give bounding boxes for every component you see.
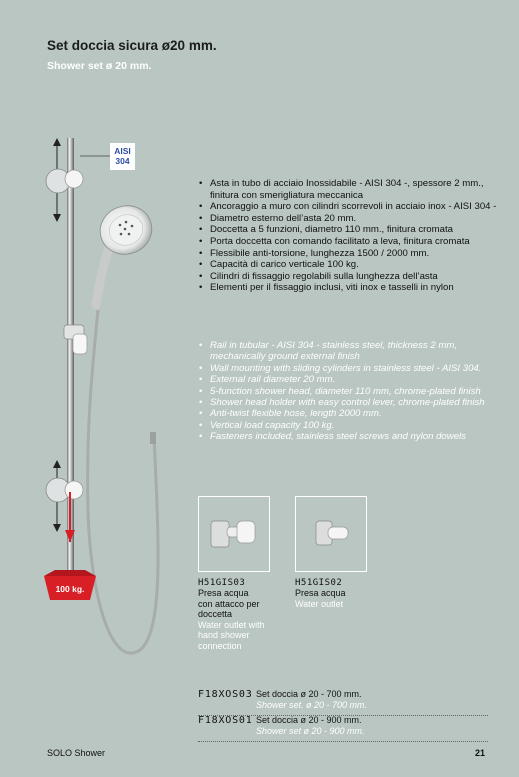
feature-it-item: • Asta in tubo di acciaio Inossidabile - AISI 304 -, spessore 2 mm., finitura con smerigliatura meccanica — [210, 178, 500, 201]
badge-line1: AISI — [114, 146, 131, 156]
accessory-desc-en: hand shower — [198, 630, 250, 640]
product-code-desc-it: Set doccia ø 20 - 700 mm. — [256, 689, 362, 699]
accessory-desc-it: Presa acqua — [295, 588, 346, 598]
accessory-card — [198, 496, 293, 651]
page-number: 21 — [475, 748, 486, 758]
product-code-desc-it: Set doccia ø 20 - 900 mm. — [256, 715, 362, 725]
features-list-english — [198, 340, 500, 443]
product-code-desc-en: Shower set. ø 20 - 700 mm. — [256, 700, 368, 710]
feature-en-item: • Vertical load capacity 100 kg. — [210, 420, 500, 431]
dimension-line — [53, 138, 61, 532]
feature-en-item: • Fasteners included, stainless steel screws and nylon dowels — [210, 431, 500, 442]
feature-it-item: • Doccetta a 5 funzioni, diametro 110 mm., finitura cromata — [210, 224, 500, 236]
page-title: Set doccia sicura ø20 mm. — [47, 38, 217, 53]
product-code-row — [198, 689, 488, 716]
load-label: 100 kg. — [55, 584, 85, 594]
page-subtitle: Shower set ø 20 mm. — [47, 60, 152, 72]
aisi-badge — [80, 143, 135, 170]
feature-en-item: • Wall mounting with sliding cylinders in stainless steel - AISI 304. — [210, 363, 500, 374]
accessory-code: H51GIS03 — [198, 578, 246, 588]
badge-line2: 304 — [115, 156, 130, 166]
feature-en-item: • External rail diameter 20 mm. — [210, 374, 500, 385]
shower-set-illustration — [0, 130, 200, 730]
accessory-desc-it: Presa acqua — [198, 588, 249, 598]
shower-head — [93, 199, 158, 305]
accessory-desc-it: con attacco per — [198, 598, 260, 609]
feature-en-item: • Rail in tubular - AISI 304 - stainless steel, thickness 2 mm, mechanically ground external finish — [210, 340, 500, 363]
water-outlet-shower-connection-image — [199, 497, 269, 571]
product-code-row — [198, 715, 488, 742]
accessory-code: H51GIS02 — [295, 578, 343, 588]
accessory-desc-en: connection — [198, 640, 242, 651]
accessory-card — [295, 496, 390, 609]
product-code: F18XOS03 — [198, 689, 253, 700]
accessory-image-frame — [295, 496, 367, 572]
wall-bracket-bottom — [46, 478, 83, 502]
feature-it-item: • Capacità di carico verticale 100 kg. — [210, 259, 500, 271]
feature-it-item: • Elementi per il fissaggio inclusi, viti inox e tasselli in nylon — [210, 282, 500, 294]
feature-it-item: • Diametro esterno dell’asta 20 mm. — [210, 213, 500, 225]
accessory-desc-en: Water outlet — [295, 598, 344, 609]
feature-en-item: • Anti-twist flexible hose, length 2000 mm. — [210, 408, 500, 419]
water-outlet-image — [296, 497, 366, 571]
shower-hose — [88, 310, 158, 653]
features-list-italian — [198, 178, 500, 294]
product-code-desc-en: Shower set ø 20 - 900 mm. — [256, 726, 365, 736]
accessory-desc-it: doccetta — [198, 609, 233, 619]
footer-product-line: SOLO Shower — [47, 748, 106, 758]
feature-it-item: • Flessibile anti-torsione, lunghezza 1500 / 2000 mm. — [210, 248, 500, 260]
product-code: F18XOS01 — [198, 715, 253, 726]
hose-end — [150, 432, 156, 444]
feature-it-item: • Ancoraggio a muro con cilindri scorrevoli in acciaio inox - AISI 304 - — [210, 201, 500, 213]
accessory-image-frame — [198, 496, 270, 572]
wall-bracket-top — [46, 169, 83, 193]
feature-en-item: • Shower head holder with easy control lever, chrome-plated finish — [210, 397, 500, 408]
feature-en-item: • 5-function shower head, diameter 110 mm, chrome-plated finish — [210, 386, 500, 397]
accessory-desc-en: Water outlet with — [198, 619, 265, 630]
feature-it-item: • Porta doccetta con comando facilitato a leva, finitura cromata — [210, 236, 500, 248]
feature-it-item: • Cilindri di fissaggio regolabili sulla lunghezza dell’asta — [210, 271, 500, 283]
